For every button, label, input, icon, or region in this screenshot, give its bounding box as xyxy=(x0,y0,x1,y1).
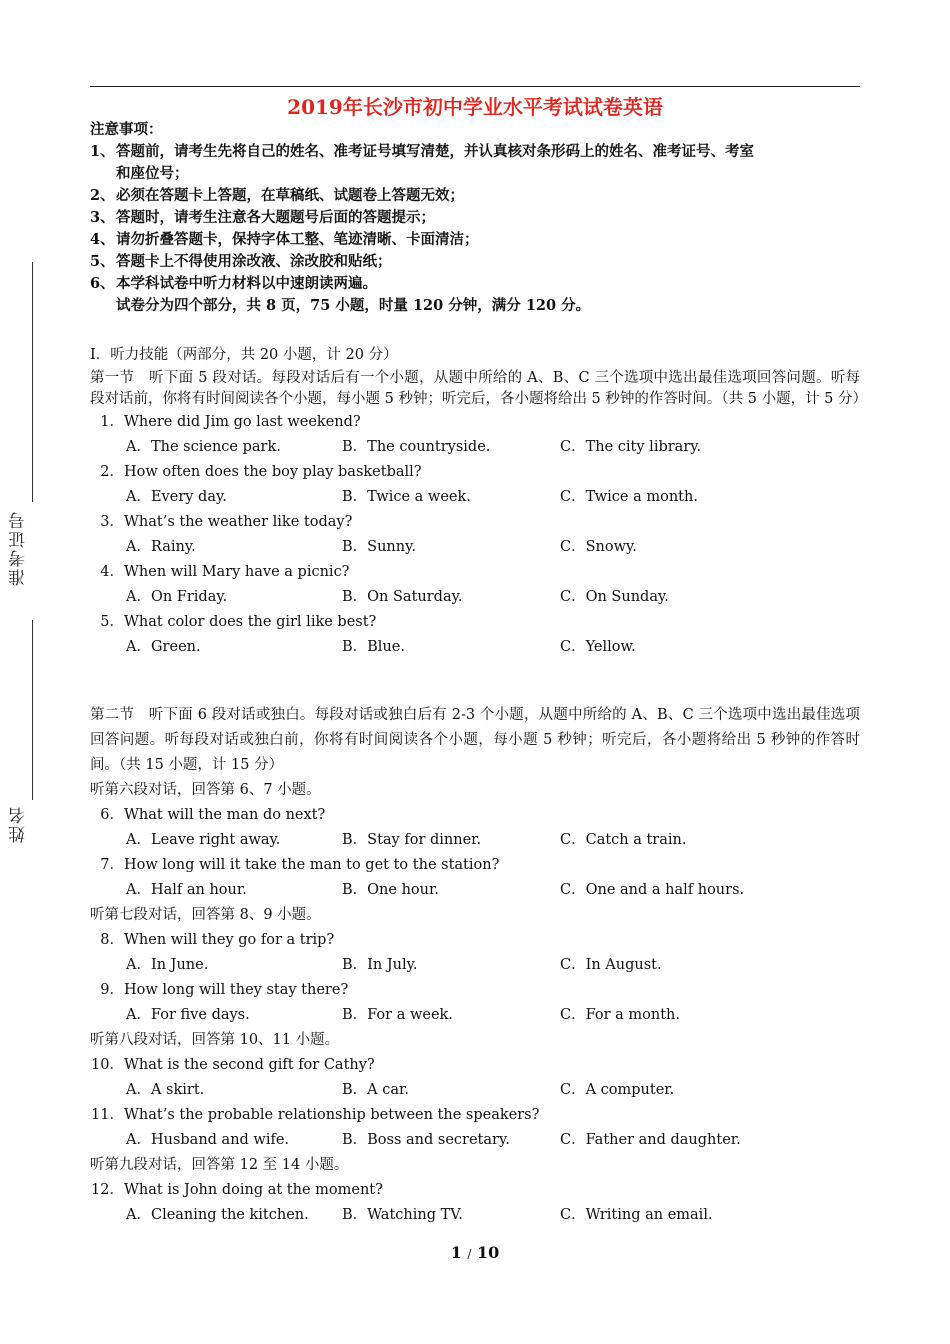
dialogue-prompt: 听第六段对话，回答第 6、7 小题。 xyxy=(90,782,321,798)
question: 9． How long will they stay there? xyxy=(100,982,349,998)
notice-item-continuation: 和座位号； xyxy=(116,165,189,182)
options-row: A．Rainy. B．Sunny. C．Snowy. xyxy=(126,539,637,555)
options-row: A．In June. B．In July. C．In August. xyxy=(126,957,662,973)
section1-instructions: 第一节 听下面 5 段对话。每段对话后有一个小题，从题中所给的 A、B、C 三个选项中选出最佳选项回答问题。听每段对话前，你将有时间阅读各个小题，每小题 5 秒钟；听完后，各小题将给出 5 秒钟的作答时间。（共 5 小题，计 5 分） xyxy=(90,370,868,407)
question: 6． What will the man do next? xyxy=(100,807,326,823)
part-heading: I．听力技能（两部分，共 20 小题，计 20 分） xyxy=(90,347,398,363)
page-title: 2019年长沙市初中学业水平考试试卷英语 xyxy=(287,95,663,119)
part1-section1 xyxy=(90,343,868,660)
options-row: A．Green. B．Blue. C．Yellow. xyxy=(126,639,636,655)
notice-item: 2、 必须在答题卡上答题，在草稿纸、试题卷上答题无效； xyxy=(90,187,464,204)
notice-item: 3、 答题时，请考生注意各大题题号后面的答题提示； xyxy=(90,209,435,226)
question: 5． What color does the girl like best? xyxy=(100,614,377,630)
question: 1． Where did Jim go last weekend? xyxy=(100,414,361,430)
dialogue-prompt: 听第九段对话，回答第 12 至 14 小题。 xyxy=(90,1157,349,1173)
notice-section xyxy=(90,119,860,317)
options-row: A．Every day. B．Twice a week. C．Twice a month. xyxy=(126,489,698,505)
side-label-name: 姓名 xyxy=(9,805,29,843)
options-row: A．Cleaning the kitchen. B．Watching TV. C．Writing an email. xyxy=(126,1207,713,1223)
dialogue-prompt: 听第七段对话，回答第 8、9 小题。 xyxy=(90,907,321,923)
options-row: A．A skirt. B．A car. C．A computer. xyxy=(126,1082,675,1098)
options-row: A．The science park. B．The countryside. C．The city library. xyxy=(126,439,702,455)
options-row: A．Leave right away. B．Stay for dinner. C．Catch a train. xyxy=(126,832,687,848)
side-line-name xyxy=(32,620,33,800)
section2-instructions: 第二节 听下面 6 段对话或独白。每段对话或独白后有 2-3 个小题，从题中所给的 A、B、C 三个选项中选出最佳选项回答问题。听每段对话或独白前，你将有时间阅读各个小题，每小题 5 秒钟；听完后，各小题将给出 5 秒钟的作答时间。（共 15 小题，计 15 分） xyxy=(90,707,860,773)
options-row: A．For five days. B．For a week. C．For a month. xyxy=(126,1007,680,1023)
question: 2． How often does the boy play basketball? xyxy=(100,464,422,480)
options-row: A．On Friday. B．On Saturday. C．On Sunday. xyxy=(126,589,669,605)
top-rule xyxy=(90,86,860,87)
side-line-exam-number xyxy=(32,262,33,502)
question: 10． What is the second gift for Cathy? xyxy=(91,1057,375,1073)
notice-item: 6、 本学科试卷中听力材料以中速朗读两遍。 xyxy=(90,275,377,292)
exam-summary: 试卷分为四个部分，共 8 页，75 小题，时量 120 分钟，满分 120 分。 xyxy=(116,297,591,314)
options-row: A．Husband and wife. B．Boss and secretary. C．Father and daughter. xyxy=(126,1132,741,1148)
notice-heading: 注意事项： xyxy=(90,121,163,138)
question: 8． When will they go for a trip? xyxy=(100,932,335,948)
dialogue-prompt: 听第八段对话，回答第 10、11 小题。 xyxy=(90,1032,340,1048)
question: 12． What is John doing at the moment? xyxy=(91,1182,383,1198)
question: 3． What’s the weather like today? xyxy=(100,514,353,530)
notice-item: 5、 答题卡上不得使用涂改液、涂改胶和贴纸； xyxy=(90,253,392,270)
question: 7． How long will it take the man to get to the station? xyxy=(100,857,500,873)
side-label-exam-number: 准考证号 xyxy=(9,510,29,586)
notice-item: 1、 答题前，请考生先将自己的姓名、准考证号填写清楚，并认真核对条形码上的姓名、准考证号、考室 xyxy=(90,143,754,160)
page-number: 1 / 10 xyxy=(450,1243,500,1262)
part1-section2 xyxy=(90,703,860,1228)
question: 4． When will Mary have a picnic? xyxy=(100,564,350,580)
question: 11． What’s the probable relationship between the speakers? xyxy=(91,1107,540,1123)
notice-item: 4、 请勿折叠答题卡，保持字体工整、笔迹清晰、卡面清洁； xyxy=(90,231,479,248)
options-row: A．Half an hour. B．One hour. C．One and a half hours. xyxy=(126,882,745,898)
